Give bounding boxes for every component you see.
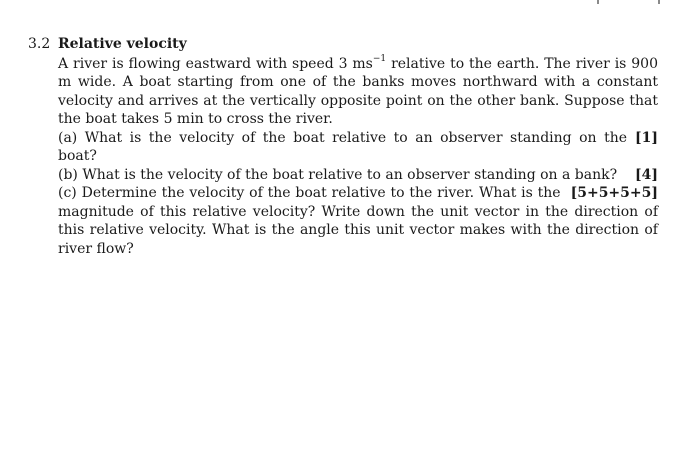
question-part-b [58, 166, 658, 185]
question-part-c [58, 184, 658, 258]
question-part-a [58, 129, 658, 166]
part-a-text: (a) What is the velocity of the boat relative to an observer standing on the boat? [58, 129, 627, 164]
question-heading [28, 35, 658, 54]
top-edge [0, 0, 700, 8]
intro-text-part1: A river is flowing eastward with speed 3 ms [58, 55, 373, 72]
question-intro [58, 55, 658, 129]
part-c-marks: [5+5+5+5] [570, 185, 658, 201]
question-block [28, 35, 658, 258]
edge-mark [658, 0, 660, 4]
part-b-text: (b) What is the velocity of the boat relative to an observer standing on a bank? [58, 166, 618, 183]
edge-mark [597, 0, 599, 4]
intro-text-part2: relative to the earth. The river is 900 m wide. A boat starting from one of the banks moves northward with a constant velocity and arrives at the vertically opposite point on the other bank. Suppose that the boat takes 5 min to cross the river. [58, 55, 658, 127]
part-b-marks: [4] [635, 166, 658, 183]
question-title: Relative velocity [58, 36, 187, 52]
part-a-marks: [1] [635, 129, 658, 146]
question-number: 3.2 [28, 36, 51, 52]
question-body [58, 55, 658, 259]
intro-superscript: −1 [372, 53, 387, 64]
part-c-text: (c) Determine the velocity of the boat relative to the river. What is the magnitude of this relative velocity? Write down the unit vector in the direction of this relative velocity. What is the angle this unit vector makes with the direction of river flow? [58, 185, 658, 257]
